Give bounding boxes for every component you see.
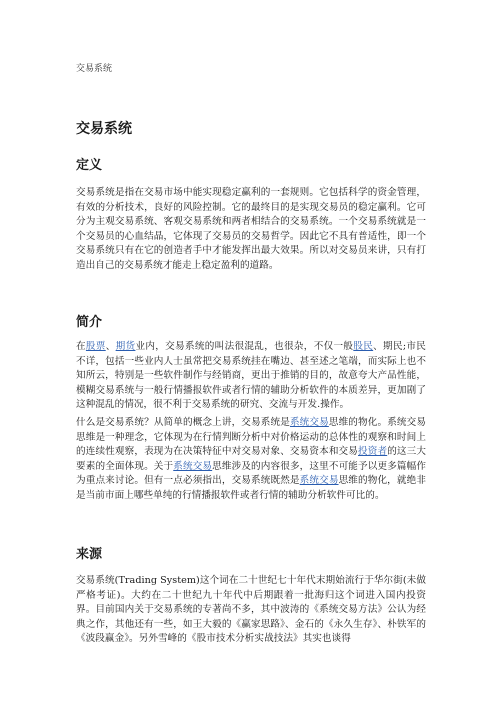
section-heading-intro: 简介 bbox=[76, 315, 103, 330]
running-header: 交易系统 bbox=[76, 64, 113, 74]
origin-paragraph: 交易系统(Trading System)这个词在二十世纪七十年代末期始流行于华尔街(未做严格考证)。大约在二十世纪九十年代中后期跟着一批海归这个词进入国内投资界。目前国内关于交易系统的专著尚不多，其中波涛的《系统交易方法》公认为经典之作，其他还有一些，如王大毅的《赢家思路》、金石的《永久生存》、朴铁军的《波段赢金》。另外雪峰的《股市技术分析实战技法》其实也谈得 bbox=[76, 575, 426, 644]
link-stocks[interactable]: 股票 bbox=[85, 341, 106, 352]
link-system-trading-2[interactable]: 系统交易 bbox=[173, 460, 213, 472]
link-retail-investors[interactable]: 股民 bbox=[353, 341, 374, 352]
link-system-trading-3[interactable]: 系统交易 bbox=[299, 475, 339, 486]
link-investor[interactable]: 投资者 bbox=[358, 446, 388, 457]
section-heading-origin: 来源 bbox=[76, 547, 103, 562]
intro-paragraph-1: 在股票、期货业内，交易系统的叫法很混乱，也很杂，不仅一般股民、期民;市民不详，包括一些业内人士虽常把交易系统挂在嘴边、甚至述之笔端，而实际上也不知所云，特别是一些软件制作与经销商，更出于推销的目的，故意夸大产品性能，模糊交易系统与一般行情播报软件或者行情的辅助分析软件的本质差异，更加剧了这种混乱的情况，很不利于交易系统的研究、交流与开发.操作。 bbox=[76, 341, 426, 410]
definition-paragraph: 交易系统是指在交易市场中能实现稳定赢利的一套规则。它包括科学的资金管理，有效的分析技术，良好的风险控制。它的最终目的是实现交易员的稳定赢利。它可分为主观交易系统、客观交易系统和两者相结合的交易系统。一个交易系统就是一个交易员的心血结晶，它体现了交易员的交易哲学。因此它不具有普适性，即一个交易系统只有在它的创造者手中才能发挥出最大效果。所以对交易员来讲，只有打造出自己的交易系统才能走上稳定盈利的道路。 bbox=[76, 187, 426, 271]
link-system-trading-1[interactable]: 系统交易 bbox=[289, 417, 329, 428]
article-title: 交易系统 bbox=[76, 121, 132, 137]
link-futures[interactable]: 期货 bbox=[115, 341, 136, 352]
section-heading-definition: 定义 bbox=[76, 158, 103, 173]
intro-paragraph-2: 什么是交易系统？从简单的概念上讲，交易系统是系统交易思维的物化。系统交易思维是一种理念，它体现为在行情判断分析中对价格运动的总体性的观察和时间上的连续性观察，表现为在决策特征中对交易对象、交易资本和交易投资者的这三大要素的全面体现。关于系统交易思维涉及的内容很多，这里不可能予以更多篇幅作为重点来讨论。但有一点必须指出，交易系统既然是系统交易思维的物化，就绝非是当前市面上哪些单纯的行情播报软件或者行情的辅助分析软件可比的。 bbox=[76, 417, 427, 501]
